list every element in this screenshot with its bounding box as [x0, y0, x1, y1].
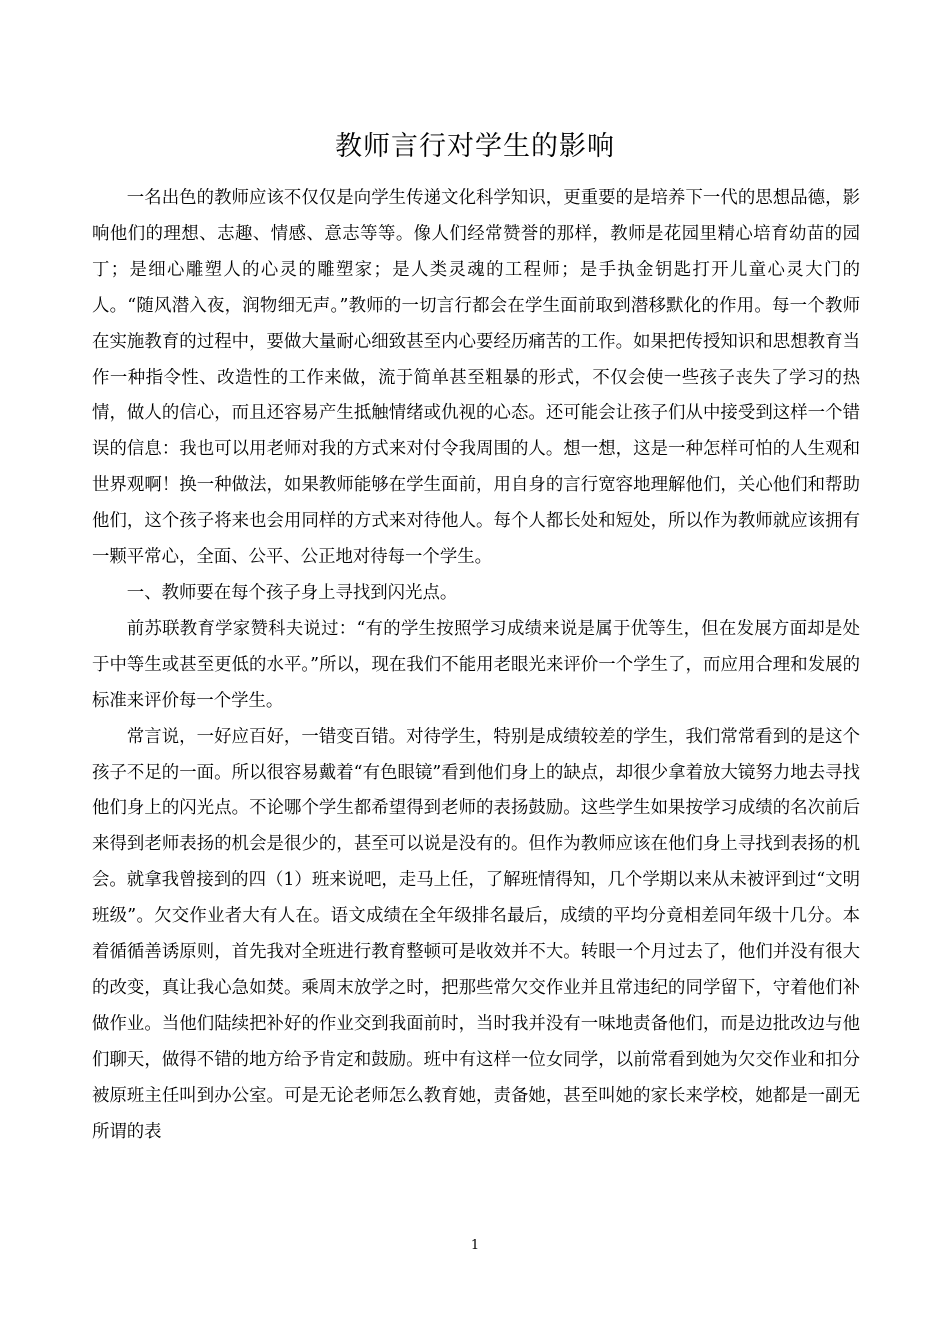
paragraph-example: 常言说，一好应百好，一错变百错。对待学生，特别是成绩较差的学生，我们常常看到的是这个孩子不足的一面。所以很容易戴着“有色眼镜”看到他们身上的缺点，却很少拿着放大镜努力地去寻找他们身上的闪光点。不论哪个学生都希望得到老师的表扬鼓励。这些学生如果按学习成绩的名次前后来得到老师表扬的机会是很少的，甚至可以说是没有的。但作为教师应该在他们身上寻找到表扬的机会。就拿我曾接到的四（1）班来说吧，走马上任，了解班情得知，几个学期以来从未被评到过“文明班级”。欠交作业者大有人在。语文成绩在全年级排名最后，成绩的平均分竟相差同年级十几分。本着循循善诱原则，首先我对全班进行教育整顿可是收效并不大。转眼一个月过去了，他们并没有很大的改变，真让我心急如焚。乘周末放学之时，把那些常欠交作业并且常违纪的同学留下，守着他们补做作业。当他们陆续把补好的作业交到我面前时，当时我并没有一味地责备他们，而是边批改边与他们聊天，做得不错的地方给予肯定和鼓励。班中有这样一位女同学，以前常看到她为欠交作业和扣分被原班主任叫到办公室。可是无论老师怎么教育她，责备她，甚至叫她的家长来学校，她都是一副无所谓的表 — [92, 726, 860, 1142]
paragraph-quote: 前苏联教育学家赞科夫说过：“有的学生按照学习成绩来说是属于优等生，但在发展方面却是处于中等生或甚至更低的水平。”所以，现在我们不能用老眼光来评价一个学生了，而应用合理和发展的标准来评价每一个学生。 — [92, 618, 860, 711]
paragraph-intro: 一名出色的教师应该不仅仅是向学生传递文化科学知识，更重要的是培养下一代的思想品德，影响他们的理想、志趣、情感、意志等等。像人们经常赞誉的那样，教师是花园里精心培育幼苗的园丁；是细心雕塑人的心灵的雕塑家；是人类灵魂的工程师；是手执金钥匙打开儿童心灵大门的人。“随风潜入夜，润物细无声。”教师的一切言行都会在学生面前取到潜移默化的作用。每一个教师在实施教育的过程中，要做大量耐心细致甚至内心要经历痛苦的工作。如果把传授知识和思想教育当作一种指令性、改造性的工作来做，流于简单甚至粗暴的形式，不仅会使一些孩子丧失了学习的热情，做人的信心，而且还容易产生抵触情绪或仇视的心态。还可能会让孩子们从中接受到这样一个错误的信息：我也可以用老师对我的方式来对付令我周围的人。想一想，这是一种怎样可怕的人生观和世界观啊！换一种做法，如果教师能够在学生面前，用自身的言行宽容地理解他们，关心他们和帮助他们，这个孩子将来也会用同样的方式来对待他人。每个人都长处和短处，所以作为教师就应该拥有一颗平常心，全面、公平、公正地对待每一个学生。 — [92, 188, 860, 568]
section-heading-1: 一、教师要在每个孩子身上寻找到闪光点。 — [126, 582, 458, 603]
document-title: 教师言行对学生的影响 — [335, 131, 615, 162]
document-body — [92, 181, 860, 1150]
page-number: 1 — [470, 1238, 480, 1253]
